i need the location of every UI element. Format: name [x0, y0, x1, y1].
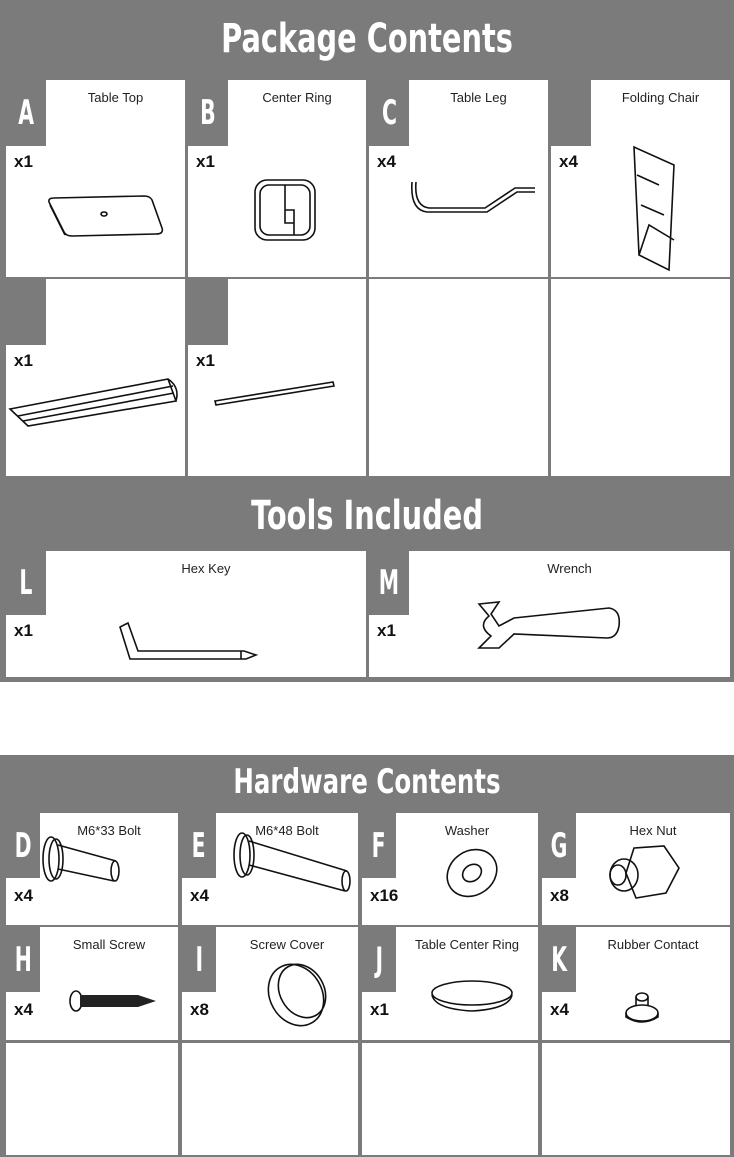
item-quantity: x8	[550, 886, 569, 905]
package-item-unnamed-4	[6, 279, 185, 476]
item-letter-tab	[362, 927, 396, 992]
item-letter-tab	[542, 927, 576, 992]
item-quantity: x1	[14, 351, 33, 370]
item-name: M6*48 Bolt	[255, 823, 319, 838]
item-name: Washer	[444, 823, 490, 838]
table-leg-icon	[407, 180, 537, 225]
table-center-ring-icon	[427, 977, 517, 1022]
wrench-icon	[469, 596, 629, 661]
item-quantity: x4	[14, 1000, 33, 1019]
item-quantity: x4	[559, 152, 578, 171]
item-letter: B	[200, 93, 216, 133]
item-letter-tab	[6, 279, 46, 345]
package-item-table-leg	[369, 80, 548, 277]
item-letter: G	[550, 825, 568, 866]
item-quantity: x1	[377, 621, 396, 640]
item-quantity: x4	[14, 886, 33, 905]
item-letter-tab	[6, 80, 46, 146]
item-quantity: x1	[14, 621, 33, 640]
item-quantity: x8	[190, 1000, 209, 1019]
item-name: Hex Key	[181, 561, 231, 576]
item-quantity: x1	[370, 1000, 389, 1019]
item-letter: D	[14, 825, 32, 866]
rubber-contact-icon	[622, 987, 662, 1032]
item-name: Screw Cover	[249, 937, 325, 952]
item-name: Table Top	[87, 90, 144, 105]
empty-cell	[6, 1043, 178, 1155]
empty-cell	[362, 1043, 538, 1155]
package-item-center-ring	[188, 80, 366, 277]
hardware-item-small-screw	[6, 927, 178, 1040]
item-letter-tab	[6, 813, 40, 878]
item-letter: C	[381, 93, 397, 133]
item-quantity: x4	[190, 886, 209, 905]
item-name: Table Leg	[450, 90, 507, 105]
item-letter-tab	[6, 551, 46, 615]
item-quantity: x1	[196, 351, 215, 370]
item-name: Rubber Contact	[607, 937, 699, 952]
item-name: Folding Chair	[621, 90, 700, 105]
tools-item-hex-key	[6, 551, 366, 677]
table-top-icon	[44, 190, 164, 245]
tools-included-title: Tools Included	[251, 493, 483, 539]
item-letter-tab	[551, 80, 591, 146]
item-quantity: x16	[370, 886, 399, 905]
empty-cell	[551, 279, 730, 476]
item-quantity: x4	[550, 1000, 569, 1019]
item-letter-tab	[369, 80, 409, 146]
umbrella-icon	[8, 371, 178, 436]
package-item-unnamed-5	[188, 279, 366, 476]
item-name: Center Ring	[262, 90, 332, 105]
bolt-short-icon	[36, 831, 126, 896]
item-letter: M	[378, 563, 400, 603]
item-letter-tab	[542, 813, 576, 878]
item-letter-tab	[369, 551, 409, 615]
washer-icon	[442, 843, 502, 908]
empty-cell	[182, 1043, 358, 1155]
item-letter-tab	[6, 927, 40, 992]
item-letter-tab	[362, 813, 396, 878]
tools-item-wrench	[369, 551, 730, 677]
hex-key-icon	[116, 621, 261, 671]
bolt-long-icon	[227, 827, 357, 902]
item-name: Wrench	[547, 561, 592, 576]
item-letter: K	[551, 939, 567, 980]
hex-nut-icon	[604, 843, 684, 908]
item-letter-tab	[188, 80, 228, 146]
empty-cell	[369, 279, 548, 476]
hardware-item-washer	[362, 813, 538, 925]
empty-cell	[542, 1043, 730, 1155]
hardware-item-m6-48-bolt	[182, 813, 358, 925]
hardware-item-m6-33-bolt	[6, 813, 178, 925]
item-letter: I	[195, 939, 203, 980]
hardware-item-screw-cover	[182, 927, 358, 1040]
hardware-contents-title: Hardware Contents	[233, 762, 501, 802]
item-name: Hex Nut	[629, 823, 677, 838]
center-ring-icon	[250, 175, 320, 250]
item-letter-tab	[188, 279, 228, 345]
item-name: Small Screw	[72, 937, 146, 952]
item-letter: F	[372, 825, 386, 866]
item-letter: J	[375, 939, 383, 980]
hardware-item-table-center-ring	[362, 927, 538, 1040]
folding-chair-icon	[629, 145, 679, 280]
item-letter: E	[192, 825, 206, 866]
item-name: Table Center Ring	[414, 937, 520, 952]
hardware-item-rubber-contact	[542, 927, 730, 1040]
item-name: M6*33 Bolt	[77, 823, 141, 838]
small-screw-icon	[68, 987, 158, 1022]
item-quantity: x4	[377, 152, 396, 171]
package-contents-title: Package Contents	[221, 16, 513, 62]
item-letter: L	[19, 563, 33, 603]
item-letter: A	[18, 93, 34, 133]
screw-cover-icon	[262, 957, 332, 1042]
pole-icon	[213, 379, 338, 414]
item-quantity: x1	[196, 152, 215, 171]
item-letter-tab	[182, 813, 216, 878]
item-quantity: x1	[14, 152, 33, 171]
package-item-table-top	[6, 80, 185, 277]
item-letter-tab	[182, 927, 216, 992]
package-item-folding-chair	[551, 80, 730, 277]
item-letter: H	[14, 939, 32, 980]
hardware-item-hex-nut	[542, 813, 730, 925]
